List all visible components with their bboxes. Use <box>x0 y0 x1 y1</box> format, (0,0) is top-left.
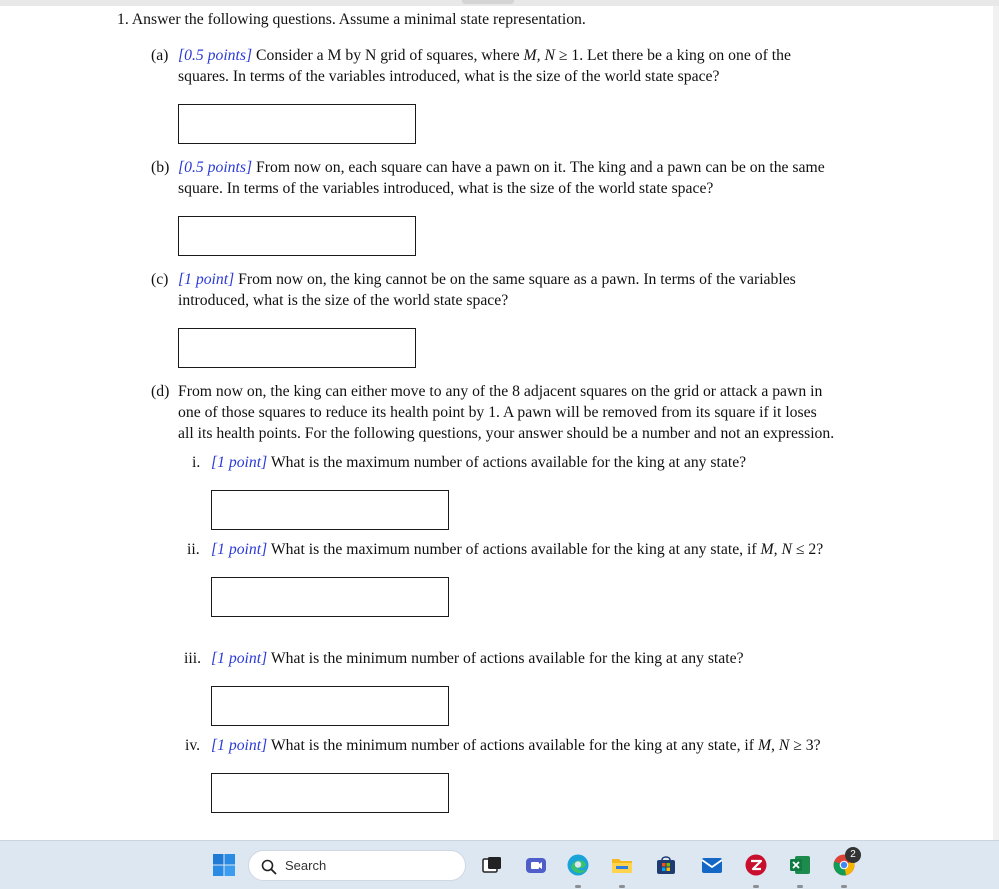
sub-iv-tail: ≥ 3? <box>793 737 821 754</box>
part-d-line-1: From now on, the king can either move to any of the 8 adjacent squares on the grid or attack a pawn in <box>178 383 823 400</box>
sub-i-label: i. <box>192 454 201 471</box>
sub-ii-label: ii. <box>187 541 200 558</box>
sub-i-text: What is the maximum number of actions available for the king at any state? <box>270 454 747 471</box>
answer-box-c[interactable] <box>178 328 416 368</box>
edge-icon[interactable] <box>566 853 590 877</box>
chrome-icon[interactable] <box>832 849 856 877</box>
zotero-running-indicator <box>753 885 759 888</box>
sub-ii-text: What is the maximum number of actions available for the king at any state, if <box>270 541 757 558</box>
answer-box-d-iii[interactable] <box>211 686 449 726</box>
question-header <box>117 9 586 30</box>
part-a-text-post: ≥ 1. Let there be a king on one of the <box>558 47 791 64</box>
sub-ii-line <box>211 539 823 560</box>
part-b-text: From now on, each square can have a pawn on it. The king and a pawn can be on the same <box>256 159 825 176</box>
taskbar <box>0 840 999 889</box>
part-d-line-3: all its health points. For the following questions, your answer should be a number and not an expression. <box>178 425 835 442</box>
part-b-points: [0.5 points] <box>178 159 253 176</box>
part-a-math: M, N <box>523 47 555 64</box>
part-a-text-pre: Consider a M by N grid of squares, where <box>256 47 520 64</box>
sub-ii-math: M, N <box>760 541 792 558</box>
part-b-label: (b) <box>151 159 170 176</box>
part-a-points: [0.5 points] <box>178 47 253 64</box>
mail-icon[interactable] <box>700 853 724 877</box>
chrome-running-indicator <box>841 885 847 888</box>
answer-box-d-iv[interactable] <box>211 773 449 813</box>
zotero-icon[interactable] <box>744 853 768 877</box>
store-icon[interactable] <box>654 853 678 877</box>
sub-iv-points: [1 point] <box>211 737 268 754</box>
task-view-icon[interactable] <box>480 853 504 877</box>
file-explorer-icon[interactable] <box>610 853 634 877</box>
answer-box-b[interactable] <box>178 216 416 256</box>
part-c-text: From now on, the king cannot be on the same square as a pawn. In terms of the variables <box>238 271 796 288</box>
sub-iii-line <box>211 648 744 669</box>
taskbar-search[interactable] <box>248 850 466 881</box>
answer-box-a[interactable] <box>178 104 416 144</box>
part-a-line-1 <box>178 45 791 66</box>
part-a-line-2: squares. In terms of the variables introduced, what is the size of the world state space? <box>178 68 720 85</box>
part-b-line-1 <box>178 157 825 178</box>
answer-box-d-i[interactable] <box>211 490 449 530</box>
part-b-line-2: square. In terms of the variables introduced, what is the size of the world state space? <box>178 180 714 197</box>
sub-iv-line <box>211 735 821 756</box>
part-c-line-1 <box>178 269 796 290</box>
sub-ii-points: [1 point] <box>211 541 268 558</box>
excel-running-indicator <box>797 885 803 888</box>
sub-ii-tail: ≤ 2? <box>795 541 824 558</box>
windows-start-icon[interactable] <box>212 853 236 877</box>
sub-iv-label: iv. <box>185 737 201 754</box>
excel-icon[interactable] <box>788 853 812 877</box>
question-prompt: Answer the following questions. Assume a minimal state representation. <box>131 11 586 28</box>
edge-running-indicator <box>575 885 581 888</box>
sub-i-points: [1 point] <box>211 454 268 471</box>
sub-iii-text: What is the minimum number of actions available for the king at any state? <box>270 650 744 667</box>
answer-box-d-ii[interactable] <box>211 577 449 617</box>
notification-badge: 2 <box>845 847 861 863</box>
sub-iv-text: What is the minimum number of actions available for the king at any state, if <box>270 737 755 754</box>
part-d-line-2: one of those squares to reduce its health point by 1. A pawn will be removed from its square if it loses <box>178 404 817 421</box>
sub-i-line <box>211 452 746 473</box>
question-number: 1. <box>117 11 129 28</box>
part-d-label: (d) <box>151 383 170 400</box>
part-c-line-2: introduced, what is the size of the world state space? <box>178 292 509 309</box>
sub-iii-points: [1 point] <box>211 650 268 667</box>
explorer-running-indicator <box>619 885 625 888</box>
meet-icon[interactable] <box>524 853 548 877</box>
vertical-scrollbar[interactable] <box>993 6 999 840</box>
part-c-label: (c) <box>151 271 169 288</box>
sub-iv-math: M, N <box>757 737 790 754</box>
search-icon <box>261 859 277 875</box>
part-a-label: (a) <box>151 47 169 64</box>
part-c-points: [1 point] <box>178 271 235 288</box>
sub-iii-label: iii. <box>184 650 201 667</box>
search-label: Search <box>285 858 327 873</box>
